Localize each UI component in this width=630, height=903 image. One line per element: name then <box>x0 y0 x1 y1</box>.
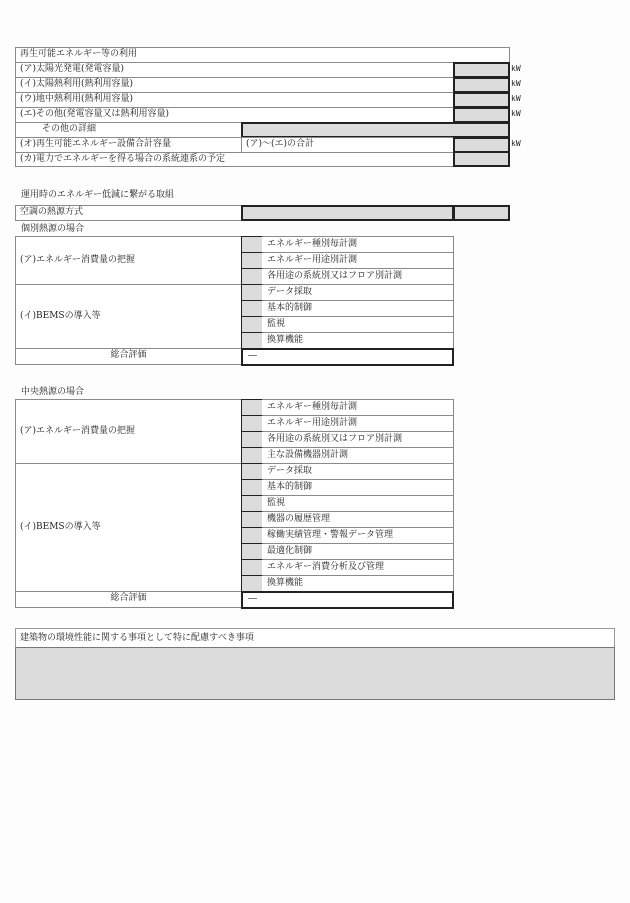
individual-bems-checkbox-1[interactable] <box>241 300 263 317</box>
central-total-label: 総合評価 <box>15 591 242 608</box>
central-energy-checkbox-0[interactable] <box>241 399 263 416</box>
central-bems-option-1: 基本的制御 <box>262 479 454 496</box>
other-capacity-label: (エ)その他(発電容量又は熱利用容量) <box>15 107 454 123</box>
solar-pv-input[interactable] <box>453 62 510 78</box>
individual-bems-option-3: 換算機能 <box>262 332 454 349</box>
central-bems-label: (イ)BEMSの導入等 <box>15 463 242 592</box>
individual-bems-checkbox-3[interactable] <box>241 332 263 349</box>
other-capacity-unit: kW <box>511 109 521 118</box>
individual-bems-option-0: データ採取 <box>262 284 454 301</box>
central-bems-checkbox-0[interactable] <box>241 463 263 480</box>
central-energy-checkbox-3[interactable] <box>241 447 263 464</box>
central-bems-option-0: データ採取 <box>262 463 454 480</box>
total-capacity-unit: kW <box>511 139 521 148</box>
central-energy-option-0: エネルギー種別毎計測 <box>262 399 454 416</box>
central-energy-option-3: 主な設備機器別計測 <box>262 447 454 464</box>
solar-pv-unit: kW <box>511 64 521 73</box>
central-bems-option-2: 監視 <box>262 495 454 512</box>
grid-connection-label: (カ)電力でエネルギーを得る場合の系統連系の予定 <box>15 152 454 167</box>
solar-thermal-input[interactable] <box>453 77 510 93</box>
total-capacity-formula: (ア)～(エ)の合計 <box>241 137 454 153</box>
central-bems-option-7: 換算機能 <box>262 575 454 592</box>
individual-energy-checkbox-1[interactable] <box>241 252 263 269</box>
central-bems-checkbox-4[interactable] <box>241 527 263 544</box>
grid-connection-input[interactable] <box>453 151 510 167</box>
individual-energy-checkbox-0[interactable] <box>241 236 263 253</box>
individual-energy-option-1: エネルギー用途別計測 <box>262 252 454 269</box>
central-bems-option-4: 稼働実績管理・警報データ管理 <box>262 527 454 544</box>
individual-energy-option-0: エネルギー種別毎計測 <box>262 236 454 253</box>
individual-bems-label: (イ)BEMSの導入等 <box>15 284 242 349</box>
central-energy-checkbox-2[interactable] <box>241 431 263 448</box>
other-detail-input[interactable] <box>241 122 510 138</box>
individual-bems-option-2: 監視 <box>262 316 454 333</box>
total-capacity-label: (オ)再生可能エネルギー設備合計容量 <box>15 137 242 153</box>
central-bems-checkbox-1[interactable] <box>241 479 263 496</box>
individual-bems-checkbox-0[interactable] <box>241 284 263 301</box>
operation-title: 運用時のエネルギー低減に繋がる取組 <box>21 190 175 200</box>
central-title: 中央熱源の場合 <box>21 387 85 397</box>
central-total-value: ― <box>241 591 454 609</box>
environment-textarea[interactable] <box>15 647 615 700</box>
geothermal-label: (ウ)地中熱利用(熱利用容量) <box>15 92 454 108</box>
geothermal-unit: kW <box>511 94 521 103</box>
individual-bems-checkbox-2[interactable] <box>241 316 263 333</box>
individual-title: 個別熱源の場合 <box>21 224 85 234</box>
solar-thermal-unit: kW <box>511 79 521 88</box>
central-bems-checkbox-5[interactable] <box>241 543 263 560</box>
hvac-source-label: 空調の熱源方式 <box>15 205 242 221</box>
central-bems-checkbox-3[interactable] <box>241 511 263 528</box>
hvac-source-input[interactable] <box>241 205 454 221</box>
central-bems-option-5: 最適化制御 <box>262 543 454 560</box>
individual-total-label: 総合評価 <box>15 348 242 365</box>
individual-bems-option-1: 基本的制御 <box>262 300 454 317</box>
geothermal-input[interactable] <box>453 92 510 108</box>
central-energy-checkbox-1[interactable] <box>241 415 263 432</box>
central-energy-option-1: エネルギー用途別計測 <box>262 415 454 432</box>
central-bems-option-6: エネルギー消費分析及び管理 <box>262 559 454 576</box>
central-bems-checkbox-2[interactable] <box>241 495 263 512</box>
central-energy-label: (ア)エネルギー消費量の把握 <box>15 399 242 464</box>
solar-pv-label: (ア)太陽光発電(発電容量) <box>15 62 454 78</box>
other-capacity-input[interactable] <box>453 107 510 123</box>
individual-total-value: ― <box>241 348 454 366</box>
central-bems-checkbox-6[interactable] <box>241 559 263 576</box>
environment-title: 建築物の環境性能に関する事項として特に配慮すべき事項 <box>15 628 615 648</box>
solar-thermal-label: (イ)太陽熱利用(熱利用容量) <box>15 77 454 93</box>
individual-energy-option-2: 各用途の系統別又はフロア別計測 <box>262 268 454 285</box>
other-detail-label: その他の詳細 <box>15 122 242 138</box>
central-bems-option-3: 機器の履歴管理 <box>262 511 454 528</box>
central-bems-checkbox-7[interactable] <box>241 575 263 592</box>
individual-energy-label: (ア)エネルギー消費量の把握 <box>15 236 242 285</box>
renewable-title: 再生可能エネルギー等の利用 <box>15 47 510 63</box>
individual-energy-checkbox-2[interactable] <box>241 268 263 285</box>
hvac-source-input-2[interactable] <box>453 205 510 221</box>
central-energy-option-2: 各用途の系統別又はフロア別計測 <box>262 431 454 448</box>
